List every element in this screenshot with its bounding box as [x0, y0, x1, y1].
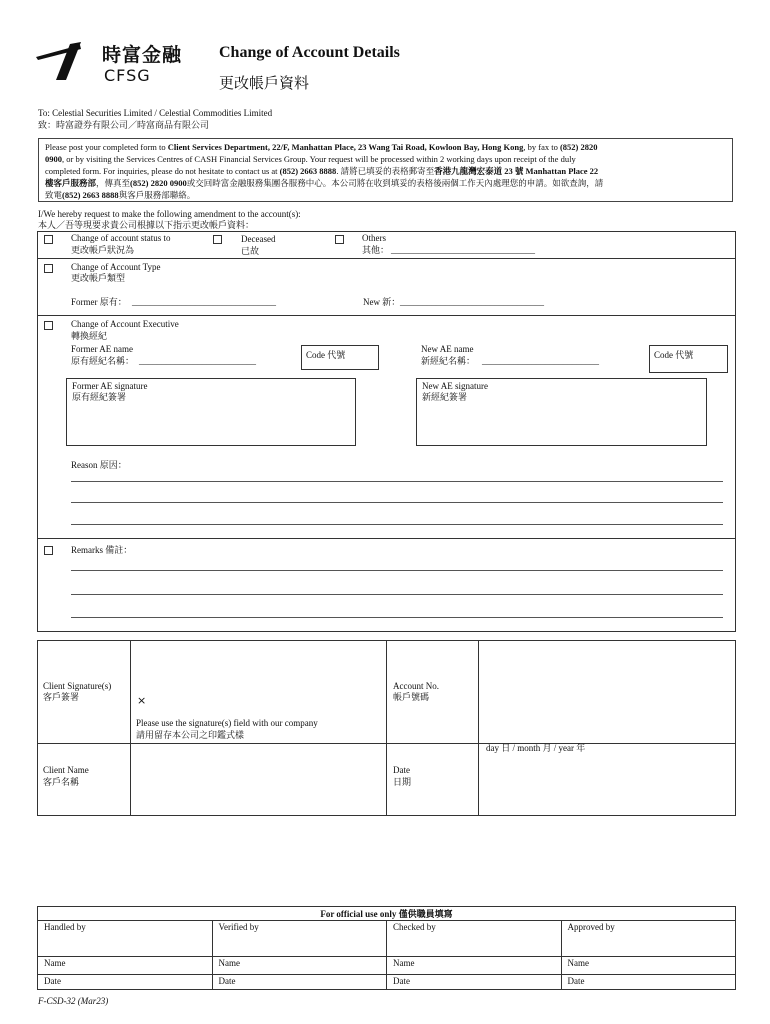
reason-line[interactable] — [71, 524, 723, 525]
form-code: F-CSD-32 (Mar23) — [38, 996, 109, 1006]
status-change-checkbox[interactable] — [44, 235, 53, 244]
checked-date-cell[interactable] — [387, 975, 562, 990]
ae-change-label-cn: 轉換經紀 — [71, 331, 108, 341]
brand-name-en: CFSG — [104, 66, 151, 85]
form-title-en: Change of Account Details — [219, 44, 400, 61]
client-signature-label-en: Client Signature(s) — [43, 681, 112, 691]
remarks-line[interactable] — [71, 570, 723, 571]
others-label-cn: 其他： — [362, 245, 390, 255]
divider — [37, 743, 736, 744]
signature-note-cn: 請用留存本公司之印鑑式樣 — [136, 730, 245, 740]
client-name-label-en: Client Name — [43, 765, 89, 775]
checked-by-cell[interactable] — [387, 921, 562, 957]
status-change-label-en: Change of account status to — [71, 233, 171, 243]
brand-name-cn: 時富金融 — [102, 44, 183, 66]
former-ae-signature-label-en: Former AE signature — [72, 381, 148, 391]
reason-line[interactable] — [71, 481, 723, 482]
divider — [478, 640, 479, 816]
date-label-en: Date — [393, 765, 410, 775]
checked-by-label: Checked by — [393, 922, 436, 932]
request-en: I/We hereby request to make the following amendment to the account(s): — [38, 209, 301, 219]
deceased-label-cn: 已故 — [241, 246, 260, 256]
recipient-en: To: Celestial Securities Limited / Celestial Commodities Limited — [38, 108, 273, 118]
new-ae-name-input[interactable]: __________________________ — [482, 356, 599, 366]
checked-name-cell[interactable] — [387, 957, 562, 975]
verified-name-cell[interactable] — [212, 957, 387, 975]
account-no-label-en: Account No. — [393, 681, 439, 691]
client-name-label-cn: 客戶名稱 — [43, 777, 80, 787]
new-ae-code-field[interactable] — [649, 345, 728, 373]
new-ae-name-label-en: New AE name — [421, 344, 474, 354]
former-ae-signature-box[interactable] — [66, 378, 356, 446]
former-type-input[interactable]: ________________________________ — [132, 297, 276, 307]
date-label: Date — [567, 976, 585, 986]
approved-name-cell[interactable] — [561, 957, 736, 975]
official-use-table — [37, 906, 736, 990]
account-type-label-cn: 更改帳戶類型 — [71, 273, 126, 283]
name-label: Name — [567, 958, 589, 968]
divider — [37, 538, 736, 539]
former-ae-name-label-en: Former AE name — [71, 344, 133, 354]
approved-by-cell[interactable] — [561, 921, 736, 957]
handled-name-cell[interactable] — [38, 957, 213, 975]
divider — [130, 640, 131, 816]
former-ae-name-label-cn: 原有經紀名稱： — [71, 356, 135, 366]
account-no-label-cn: 帳戶號碼 — [393, 692, 430, 702]
signature-cross-mark: × — [137, 694, 147, 707]
request-cn: 本人／吾等現要求貴公司根據以下指示更改帳戶資料： — [38, 220, 255, 230]
remarks-checkbox[interactable] — [44, 546, 53, 555]
form-title-cn: 更改帳戶資料 — [219, 74, 310, 92]
former-ae-name-input[interactable]: __________________________ — [139, 356, 256, 366]
verified-date-cell[interactable] — [212, 975, 387, 990]
signature-note-en: Please use the signature(s) field with our company — [136, 718, 318, 728]
name-label: Name — [44, 958, 66, 968]
official-use-title: For official use only 僅供職員填寫 — [38, 907, 736, 921]
new-type-input[interactable]: ________________________________ — [400, 297, 544, 307]
name-label: Name — [393, 958, 415, 968]
deceased-checkbox[interactable] — [213, 235, 222, 244]
new-ae-name-label-cn: 新經紀名稱： — [421, 356, 476, 366]
date-label: Date — [393, 976, 410, 986]
verified-by-label: Verified by — [218, 922, 259, 932]
name-label: Name — [218, 958, 240, 968]
new-ae-signature-label-en: New AE signature — [422, 381, 488, 391]
status-change-label-cn: 更改帳戶狀況為 — [71, 245, 135, 255]
date-field[interactable] — [480, 757, 734, 814]
code-label: Code 代號 — [654, 350, 694, 360]
divider — [386, 640, 387, 816]
client-name-field[interactable] — [132, 745, 384, 814]
divider — [37, 258, 736, 259]
remarks-line[interactable] — [71, 594, 723, 595]
date-format-hint: day 日 / month 月 / year 年 — [486, 743, 586, 753]
verified-by-cell[interactable] — [212, 921, 387, 957]
others-checkbox[interactable] — [335, 235, 344, 244]
instructions-box: Please post your completed form to Client Services Department, 22/F, Manhattan Place, 23 Wang Tai Road, Kowloon Bay, Hong Kong, by fax to (852) 2820 0900, or by visiting the Services Centres of CASH Financial Services Group. Your request will be processed within 2 working days upon receipt of the duly completed form. For inquiries, please do not hesitate to contact us at (852) 2663 8888. 請將已填妥的表格郵寄至香港九龍灣宏泰道 23 號 Manhattan Place 22 樓客戶服務部，傳真至(852) 2820 0900或交回時富金融服務集團各服務中心。本公司將在收到填妥的表格後兩個工作天內處理您的申請。如欲查詢，請 致電(852) 2663 8888與客戶服務部聯絡。 — [38, 138, 733, 202]
reason-line[interactable] — [71, 502, 723, 503]
handled-by-label: Handled by — [44, 922, 86, 932]
ae-change-label-en: Change of Account Executive — [71, 319, 179, 329]
others-label-en: Others — [362, 233, 386, 243]
handled-by-cell[interactable] — [38, 921, 213, 957]
former-ae-code-field[interactable] — [301, 345, 379, 370]
approved-by-label: Approved by — [567, 922, 615, 932]
date-label: Date — [218, 976, 236, 986]
divider — [37, 315, 736, 316]
former-type-label: Former 原有： — [71, 297, 127, 307]
code-label: Code 代號 — [306, 350, 346, 360]
account-type-label-en: Change of Account Type — [71, 262, 161, 272]
cfsg-logo-mark — [36, 40, 86, 82]
reason-label: Reason 原因： — [71, 460, 127, 470]
handled-date-cell[interactable] — [38, 975, 213, 990]
remarks-label: Remarks 備註： — [71, 545, 133, 555]
client-signature-field[interactable] — [136, 676, 380, 716]
deceased-label-en: Deceased — [241, 234, 276, 244]
client-signature-label-cn: 客戶簽署 — [43, 692, 80, 702]
account-type-checkbox[interactable] — [44, 264, 53, 273]
date-label: Date — [44, 976, 61, 986]
date-label-cn: 日期 — [393, 777, 412, 787]
others-input[interactable]: ________________________________ — [391, 245, 535, 255]
approved-date-cell[interactable] — [561, 975, 736, 990]
remarks-line[interactable] — [71, 617, 723, 618]
former-ae-signature-label-cn: 原有經紀簽署 — [72, 392, 127, 402]
recipient-cn: 致：時富證券有限公司／時富商品有限公司 — [38, 120, 210, 130]
ae-change-checkbox[interactable] — [44, 321, 53, 330]
new-ae-signature-box[interactable] — [416, 378, 707, 446]
new-ae-signature-label-cn: 新經紀簽署 — [422, 392, 468, 402]
account-no-field[interactable] — [480, 642, 734, 741]
new-type-label: New 新： — [363, 297, 401, 307]
